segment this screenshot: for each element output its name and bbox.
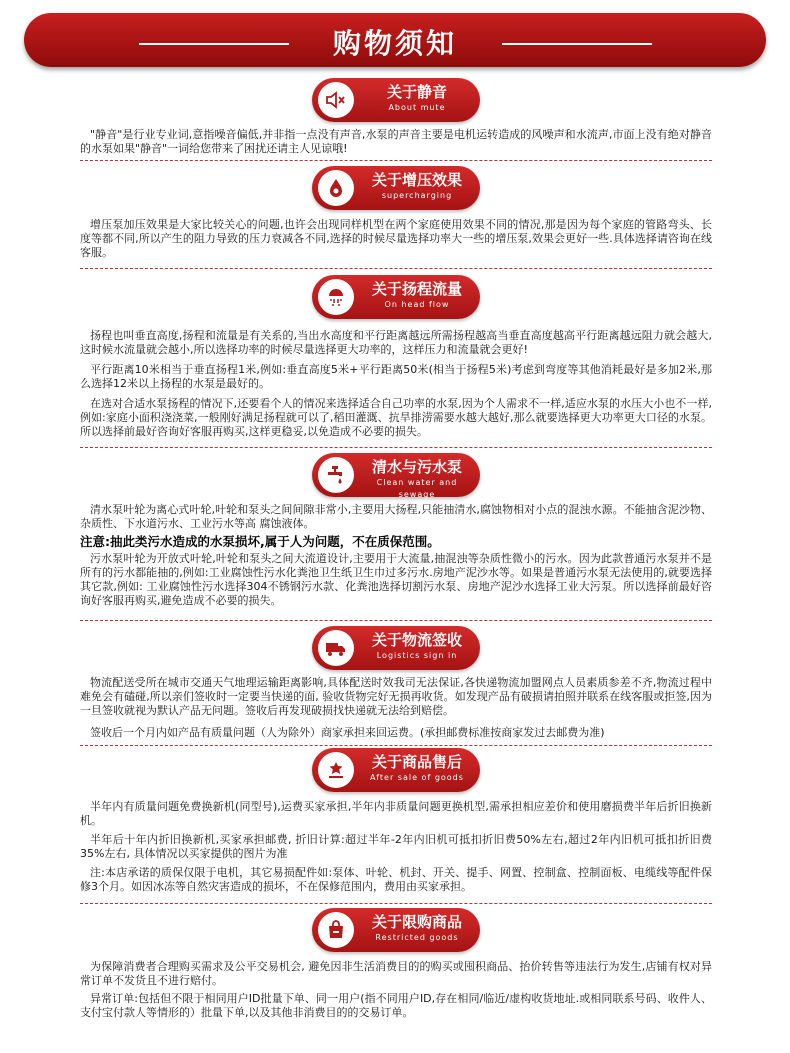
section-subtitle: About mute xyxy=(388,103,446,112)
section-title: 关于物流签收 xyxy=(371,631,462,649)
section-divider xyxy=(80,447,712,448)
section-divider xyxy=(80,268,712,269)
delivery-truck-icon xyxy=(318,630,354,666)
logistics-paragraph-1: 物流配送受所在城市交通天气地理运输距离影响,具体配送时效我司无法保证,各快递物流加盟网点人员素质参差不齐,物流过程中难免会有磕碰,所以亲们签收时一定要当快递的面, 验收货物完好无损再收货。如发现产品有破损请拍照并联系在线客服或拒签,因为一旦签收就视为默认产品无问题。签收后再发现破损找快递就无法给到赔偿。 xyxy=(80,676,712,717)
section-header-supercharging xyxy=(312,166,480,210)
section-header-head-flow xyxy=(312,275,480,319)
section-header-mute xyxy=(312,78,480,122)
sewage-warning-note: 注意:抽此类污水造成的水泵损坏,属于人为问题，不在质保范围。 xyxy=(80,534,440,549)
restricted-paragraph-2: 异常订单:包括但不限于相同用户ID批量下单、同一用户(指不同用户ID,存在相同/临近/虚构收货地址.或相同联系号码、收件人、支付宝付款人等情形的）批量下单,以及其他非消费目的的交易订单。 xyxy=(80,992,712,1019)
section-title: 关于扬程流量 xyxy=(371,280,462,298)
section-divider xyxy=(80,160,712,161)
section-title: 关于静音 xyxy=(386,83,447,101)
section-title: 关于商品售后 xyxy=(371,753,462,771)
after-sale-paragraph-3: 注:本店承诺的质保仅限于电机，其它易损配件如:泵体、叶轮、机封、开关、提手、网置、控制盒、控制面板、电缆线等配件保修3个月。如因冰冻等自然灾害造成的损坏，不在保修范围内，费用由买家承担。 xyxy=(80,866,712,893)
head-flow-paragraph-1: 扬程也叫垂直高度,扬程和流量是有关系的,当出水高度和平行距离越远所需扬程越高当垂直高度越高平行距离越远阻力就会越大,这时候水流量就会越小,所以选择功率的时候尽量选择更大功率的，这样压力和流量就会更好! xyxy=(80,329,712,356)
section-title: 关于增压效果 xyxy=(371,171,462,189)
water-drop-icon xyxy=(318,170,354,206)
banner-right-line xyxy=(502,43,652,45)
section-header-clean-sewage xyxy=(312,453,480,497)
head-flow-paragraph-2: 平行距离10米相当于垂直扬程1米,例如:垂直高度5米+平行距离50米(相当于扬程5米)考虑到弯度等其他消耗最好是多加2米,那么选择12米以上扬程的水泵是最好的。 xyxy=(80,363,712,390)
clean-water-paragraph: 清水泵叶轮为离心式叶轮,叶轮和泵头之间间隙非常小,主要用大扬程,只能抽清水,腐蚀物相对小点的混浊水源。不能抽含泥沙物、杂质性、下水道污水、工业污水等高 腐蚀液体。 xyxy=(80,503,712,530)
section-divider xyxy=(80,745,712,746)
sewage-paragraph: 污水泵叶轮为开放式叶轮,叶轮和泵头之间大流道设计,主要用于大流量,抽混浊等杂质性微小的污水。因为此款普通污水泵并不是所有的污水都能抽的,例如:工业腐蚀性污水化粪池卫生纸卫生巾过多污水.房地产泥沙水等。如果是普通污水泵无法使用的,就要选择其它款,例如: 工业腐蚀性污水选择304不锈钢污水款、化粪池选择切割污水泵、房地产泥沙水选择工业大污泵。所以选择前最好咨询好客服再购买,避免造成不必要的损失。 xyxy=(80,552,712,607)
section-header-logistics xyxy=(312,626,480,670)
page-title-banner xyxy=(24,13,766,67)
after-sale-paragraph-2: 半年后十年内折旧换新机,买家承担邮费, 折旧计算:超过半年-2年内旧机可抵扣折旧费50%左右,超过2年内旧机可抵扣折旧费35%左右, 具体情况以买家提供的图片为准 xyxy=(80,833,712,860)
supercharging-paragraph: 增压泵加压效果是大家比较关心的问题,也许会出现同样机型在两个家庭使用效果不同的情况,那是因为每个家庭的管路弯头、长度等都不同,所以产生的阻力导致的压力衰减各不同,选择的时候尽量选择功率大一些的增压泵,效果会更好一些.具体选择请咨询在线客服。 xyxy=(80,218,712,259)
section-title: 清水与污水泵 xyxy=(371,458,462,476)
restricted-paragraph-1: 为保障消费者合理购买需求及公平交易机会, 避免因非生活消费目的的购买或囤积商品、抬价转售等违法行为发生,店铺有权对异常订单不发货且不进行赔付。 xyxy=(80,960,712,987)
restricted-goods-icon xyxy=(318,912,354,948)
section-subtitle: On head flow xyxy=(384,300,450,309)
after-sale-paragraph-1: 半年内有质量问题免费换新机(同型号),运费买家承担,半年内非质量问题更换机型,需承担相应差价和使用磨损费半年后折旧换新机。 xyxy=(80,800,712,827)
section-subtitle: Logistics sign in xyxy=(376,651,458,660)
page-title: 购物须知 xyxy=(332,27,457,60)
section-header-after-sale xyxy=(312,748,480,792)
section-subtitle: Restricted goods xyxy=(375,933,459,942)
section-divider xyxy=(80,620,712,621)
shower-head-icon xyxy=(318,279,354,315)
section-divider xyxy=(80,903,712,904)
section-subtitle: After sale of goods xyxy=(370,773,464,782)
section-title: 关于限购商品 xyxy=(371,913,462,931)
section-subtitle: Clean water and sewage xyxy=(376,478,458,499)
section-header-restricted xyxy=(312,908,480,952)
mute-speaker-icon xyxy=(318,82,354,118)
water-faucet-icon xyxy=(318,457,354,493)
head-flow-paragraph-3: 在选对合适水泵扬程的情况下,还要看个人的情况来选择适合自己功率的水泵,因为个人需求不一样,适应水泵的水压大小也不一样,例如:家庭小面积浇浇菜,一般刚好满足扬程就可以了,稻田灌溉、抗旱排涝需要水越大越好,那么就要选择更大功率更大口径的水泵。所以选择前最好咨询好客服再购买,这样更稳妥,以免造成不必要的损失。 xyxy=(80,397,712,438)
section-subtitle: supercharging xyxy=(381,191,453,200)
mute-paragraph: "静音"是行业专业词,意指噪音偏低,并非指一点没有声音,水泵的声音主要是电机运转造成的风噪声和水流声,市面上没有绝对静音的水泵如果"静音"一词给您带来了困扰还请主人见谅哦! xyxy=(80,128,712,155)
logistics-paragraph-2: 签收后一个月内如产品有质量问题（人为除外）商家承担来回运费。(承担邮费标准按商家发过去邮费为准) xyxy=(90,726,605,739)
after-sale-icon xyxy=(318,752,354,788)
